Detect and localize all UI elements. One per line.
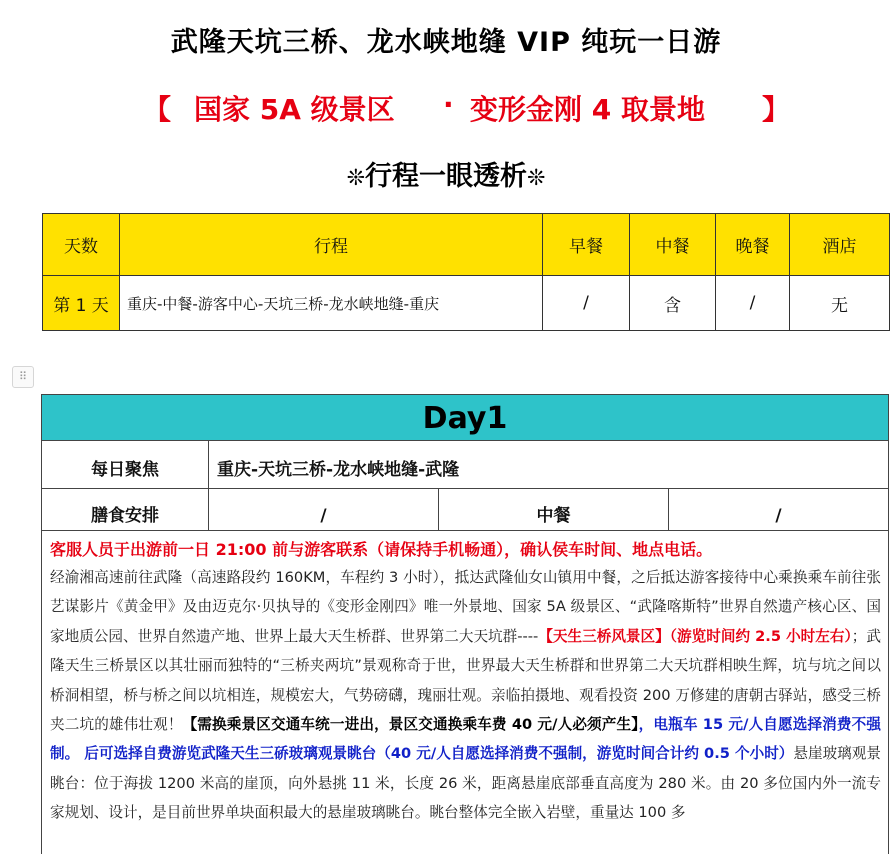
header-lunch: 中餐 xyxy=(630,214,716,276)
subtitle-close-bracket: 】 xyxy=(762,93,791,126)
itinerary-overview-heading xyxy=(0,154,892,193)
paragraph-text: 悬崖玻璃观景眺台：位于海拔 1200 米高的崖顶，向外悬挑 11 米，长度 26 米，距离悬崖底部垂直高度为 280 米。由 20 多位国内外一流专家规划、设计，是目前世界单块面积最大的悬崖玻璃眺台。眺台整体完全嵌入岩壁，重量达 100 多 xyxy=(50,745,881,822)
meal-dinner: / xyxy=(775,506,782,526)
meal-breakfast: / xyxy=(209,489,439,530)
service-notice: 客服人员于出游前一日 21:00 前与游客联系（请保持手机畅通），确认侯车时间、地点电话。 xyxy=(50,540,713,559)
shuttle-fee-notice: 【需换乘景区交通车统一进出，景区交通换乘车费 40 元/人必须产生】 xyxy=(182,716,639,734)
heading-text: 行程一眼透析 xyxy=(365,161,527,192)
header-dinner: 晚餐 xyxy=(716,214,790,276)
subtitle-open-bracket: 【 xyxy=(143,93,172,126)
daily-focus-row xyxy=(42,441,888,489)
paragraph-text: ；武隆天生三桥景区以其壮丽而独特的“三桥夹两坑”景观称奇于世，世界最大天生桥群和世界第二大天坑群相映生辉，坑与坑之间以桥洞相望，桥与桥之间以坑相连，规模宏大，气势磅礴，瑰丽壮观。亲临拍摄地、观看投资 200 万修建的唐朝古驿站，感受三桥夹二坑的雄伟壮观！ xyxy=(50,627,881,734)
header-itinerary: 行程 xyxy=(120,214,543,276)
summary-row xyxy=(43,276,890,331)
day1-title: Day1 xyxy=(42,395,888,441)
cell-hotel: 无 xyxy=(790,276,890,331)
daily-focus-label: 每日聚焦 xyxy=(42,441,209,488)
optional-expense-notice: ，电瓶车 15 元/人自愿选择消费不强制。 后可选择自费游览武隆天生三硚玻璃观景眺台（40 元/人自愿选择消费不强制，游览时间合计约 0.5 个小时） xyxy=(50,716,881,763)
block-drag-handle-icon[interactable]: ⠿ xyxy=(12,366,34,388)
daily-focus-value: 重庆-天坑三桥-龙水峡地缝-武隆 xyxy=(217,460,460,480)
header-hotel: 酒店 xyxy=(790,214,890,276)
flower-ornament-icon: ❊ xyxy=(527,166,546,191)
scenic-area-highlight: 【天生三桥风景区】（游览时间约 2.5 小时左右） xyxy=(538,627,852,645)
itinerary-summary-table xyxy=(42,213,890,331)
meals-row xyxy=(42,489,888,531)
subtitle-filming-location: 变形金刚 4 取景地 xyxy=(470,93,705,126)
itinerary-paragraph xyxy=(50,563,881,828)
cell-lunch: 含 xyxy=(630,276,716,331)
subtitle-scenic-rating: 国家 5A 级景区 xyxy=(194,93,395,126)
subtitle-dot: · xyxy=(443,88,454,121)
cell-day: 第 1 天 xyxy=(43,276,120,331)
header-day: 天数 xyxy=(43,214,120,276)
cell-breakfast: / xyxy=(543,276,630,331)
cell-route: 重庆-中餐-游客中心-天坑三桥-龙水峡地缝-重庆 xyxy=(120,276,543,331)
header-breakfast: 早餐 xyxy=(543,214,630,276)
cell-dinner: / xyxy=(716,276,790,331)
paragraph-text: 经渝湘高速前往武隆（高速路段约 160KM，车程约 3 小时），抵达武隆仙女山镇用中餐，之后抵达游客接待中心乘换乘车前往张艺谋影片《黄金甲》及由迈克尔·贝执导的《变形金刚四》唯一外景地、国家 5A 级景区、“武隆喀斯特”世界自然遗产核心区、国家地质公园、世界自然遗产地、世界上最大天生桥群、世界第二大天坑群---- xyxy=(50,569,881,645)
document-title: 武隆天坑三桥、龙水峡地缝 VIP 纯玩一日游 xyxy=(170,27,722,58)
day1-detail-block xyxy=(41,394,889,854)
flower-ornament-icon: ❊ xyxy=(346,166,365,191)
day1-description xyxy=(42,531,888,828)
meals-label: 膳食安排 xyxy=(42,489,209,530)
meal-lunch: 中餐 xyxy=(439,489,669,530)
summary-header-row xyxy=(43,214,890,276)
